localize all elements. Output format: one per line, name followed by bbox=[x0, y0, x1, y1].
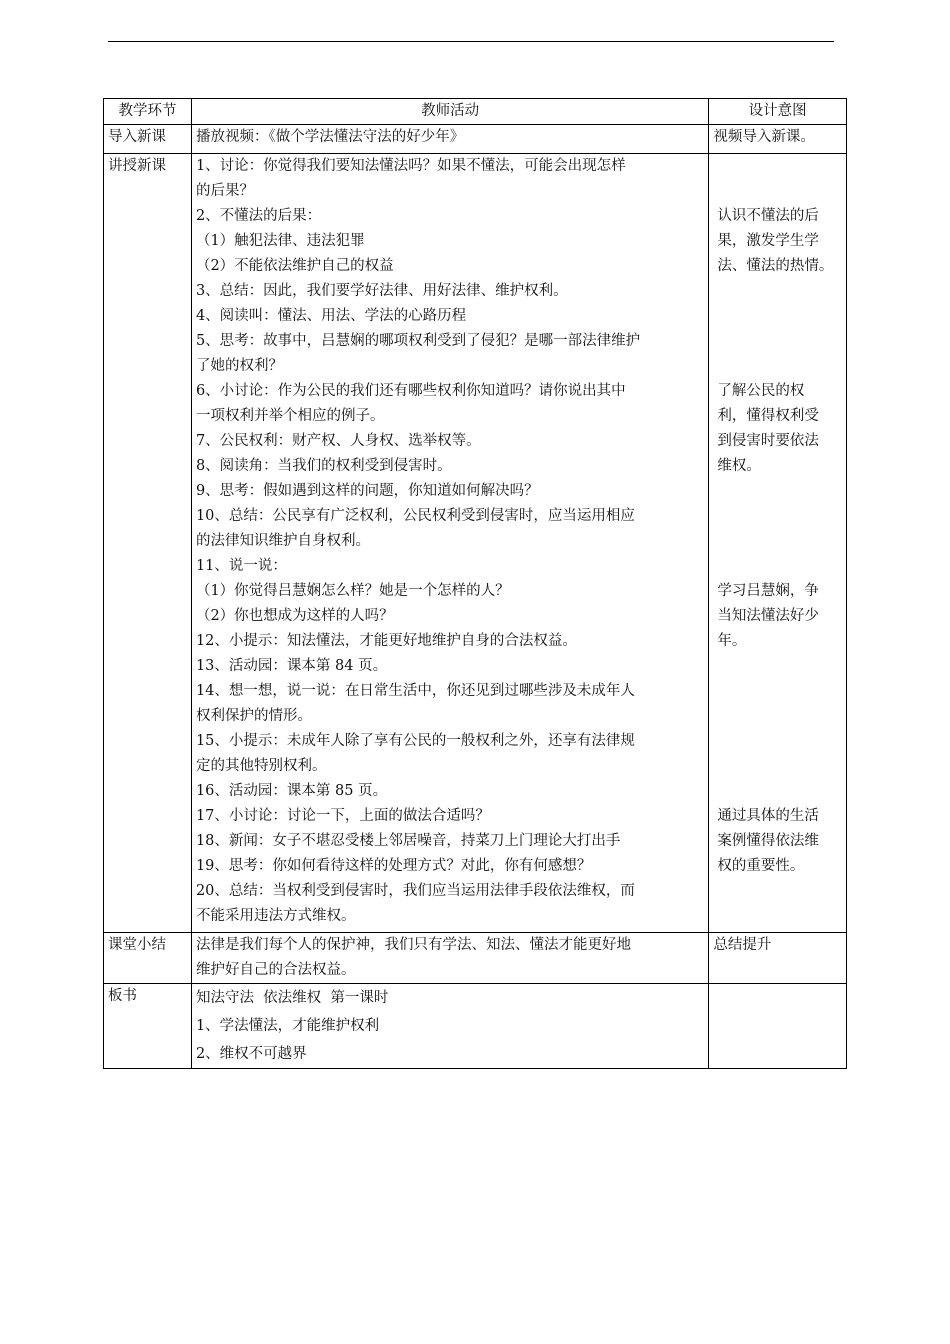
activity-line: 2、不懂法的后果： bbox=[195, 208, 322, 224]
page-header-rule bbox=[108, 41, 834, 42]
activity-line: （2）你也想成为这样的人吗？ bbox=[195, 608, 394, 624]
header-intent: 设计意图 bbox=[709, 99, 847, 125]
activity-line: 19、思考：你如何看待这样的处理方式？对此，你有何感想？ bbox=[195, 858, 592, 874]
activity-line: 14、想一想，说一说：在日常生活中，你还见到过哪些涉及未成年人 bbox=[195, 683, 635, 699]
activity-line: 17、小讨论：讨论一下，上面的做法合适吗？ bbox=[195, 808, 490, 824]
intent-summary: 总结提升 bbox=[709, 933, 847, 984]
intent-line: 果，激发学生学 bbox=[717, 233, 819, 249]
activity-line: 定的其他特别权利。 bbox=[195, 758, 327, 774]
activity-line: 15、小提示：未成年人除了享有公民的一般权利之外，还享有法律规 bbox=[195, 733, 635, 749]
intent-line: 当知法懂法好少 bbox=[717, 608, 819, 624]
intent-line: 认识不懂法的后 bbox=[717, 208, 819, 224]
stage-board: 板书 bbox=[104, 984, 192, 1069]
table-header-row bbox=[104, 99, 847, 125]
activity-line: 12、小提示：知法懂法，才能更好地维护自身的合法权益。 bbox=[195, 633, 577, 649]
header-stage: 教学环节 bbox=[104, 99, 192, 125]
intent-line: 案例懂得依法维 bbox=[717, 833, 819, 849]
table-row-teach bbox=[104, 154, 847, 933]
intent-block-rights bbox=[717, 379, 842, 479]
stage-teach: 讲授新课 bbox=[104, 154, 192, 933]
activity-line: 11、说一说： bbox=[195, 558, 287, 574]
activity-teach bbox=[191, 154, 708, 933]
activity-line: 6、小讨论：作为公民的我们还有哪些权利你知道吗？请你说出其中 bbox=[195, 383, 626, 399]
board-title: 知法守法 依法维权 第一课时 bbox=[195, 990, 389, 1006]
activity-line: （1）你觉得吕慧娴怎么样？她是一个怎样的人？ bbox=[195, 583, 510, 599]
intent-block-lawful-defense bbox=[717, 804, 842, 879]
activity-line: 一项权利并举个相应的例子。 bbox=[195, 408, 385, 424]
lesson-plan-table bbox=[103, 98, 847, 1069]
table-row-summary bbox=[104, 933, 847, 984]
board-line: 2、维权不可越界 bbox=[195, 1046, 307, 1062]
activity-line: 权利保护的情形。 bbox=[195, 708, 312, 724]
activity-line: 了她的权利？ bbox=[195, 358, 283, 374]
intent-teach bbox=[709, 154, 847, 933]
intent-line: 了解公民的权 bbox=[717, 383, 805, 399]
activity-line: 13、活动园：课本第 84 页。 bbox=[195, 658, 388, 674]
intent-line: 利，懂得权利受 bbox=[717, 408, 819, 424]
activity-line: 9、思考：假如遇到这样的问题，你知道如何解决吗？ bbox=[195, 483, 539, 499]
intent-board bbox=[709, 984, 847, 1069]
activity-line: 法律是我们每个人的保护神，我们只有学法、知法、懂法才能更好地 bbox=[195, 937, 631, 953]
intent-line: 年。 bbox=[717, 633, 747, 649]
activity-line: 5、思考：故事中，吕慧娴的哪项权利受到了侵犯？是哪一部法律维护 bbox=[195, 333, 641, 349]
activity-line: 10、总结：公民享有广泛权利，公民权利受到侵害时，应当运用相应 bbox=[195, 508, 635, 524]
activity-line: 维护好自己的合法权益。 bbox=[195, 962, 356, 978]
activity-line: 18、新闻：女子不堪忍受楼上邻居噪音，持菜刀上门理论大打出手 bbox=[195, 833, 621, 849]
intent-intro: 视频导入新课。 bbox=[709, 125, 847, 154]
intent-line: 通过具体的生活 bbox=[717, 808, 819, 824]
activity-line: 的后果？ bbox=[195, 183, 254, 199]
activity-line: 8、阅读角：当我们的权利受到侵害时。 bbox=[195, 458, 452, 474]
activity-line: 7、公民权利：财产权、人身权、选举权等。 bbox=[195, 433, 481, 449]
activity-line: （2）不能依法维护自己的权益 bbox=[195, 258, 394, 274]
board-line: 1、学法懂法，才能维护权利 bbox=[195, 1018, 380, 1034]
activity-line: 3、总结：因此，我们要学好法律、用好法律、维护权利。 bbox=[195, 283, 568, 299]
activity-summary bbox=[191, 933, 708, 984]
stage-intro: 导入新课 bbox=[104, 125, 192, 154]
activity-line: 20、总结：当权利受到侵害时，我们应当运用法律手段依法维权，而 bbox=[195, 883, 635, 899]
activity-line: 的法律知识维护自身权利。 bbox=[195, 533, 370, 549]
intent-line: 维权。 bbox=[717, 458, 761, 474]
intent-line: 法、懂法的热情。 bbox=[717, 258, 834, 274]
stage-summary: 课堂小结 bbox=[104, 933, 192, 984]
activity-line: （1）触犯法律、违法犯罪 bbox=[195, 233, 365, 249]
activity-line: 不能采用违法方式维权。 bbox=[195, 908, 356, 924]
intent-line: 学习吕慧娴，争 bbox=[717, 583, 819, 599]
activity-line: 4、阅读叫：懂法、用法、学法的心路历程 bbox=[195, 308, 467, 324]
intent-line: 到侵害时要依法 bbox=[717, 433, 819, 449]
activity-line: 16、活动园：课本第 85 页。 bbox=[195, 783, 388, 799]
intent-block-consequences bbox=[717, 204, 842, 279]
table-row-board bbox=[104, 984, 847, 1069]
intent-line: 权的重要性。 bbox=[717, 858, 805, 874]
activity-intro: 播放视频：《做个学法懂法守法的好少年》 bbox=[191, 125, 708, 154]
activity-line: 1、讨论：你觉得我们要知法懂法吗？如果不懂法，可能会出现怎样 bbox=[195, 158, 626, 174]
table-row-intro bbox=[104, 125, 847, 154]
intent-block-role-model bbox=[717, 579, 842, 654]
activity-board bbox=[191, 984, 708, 1069]
header-activity: 教师活动 bbox=[191, 99, 708, 125]
